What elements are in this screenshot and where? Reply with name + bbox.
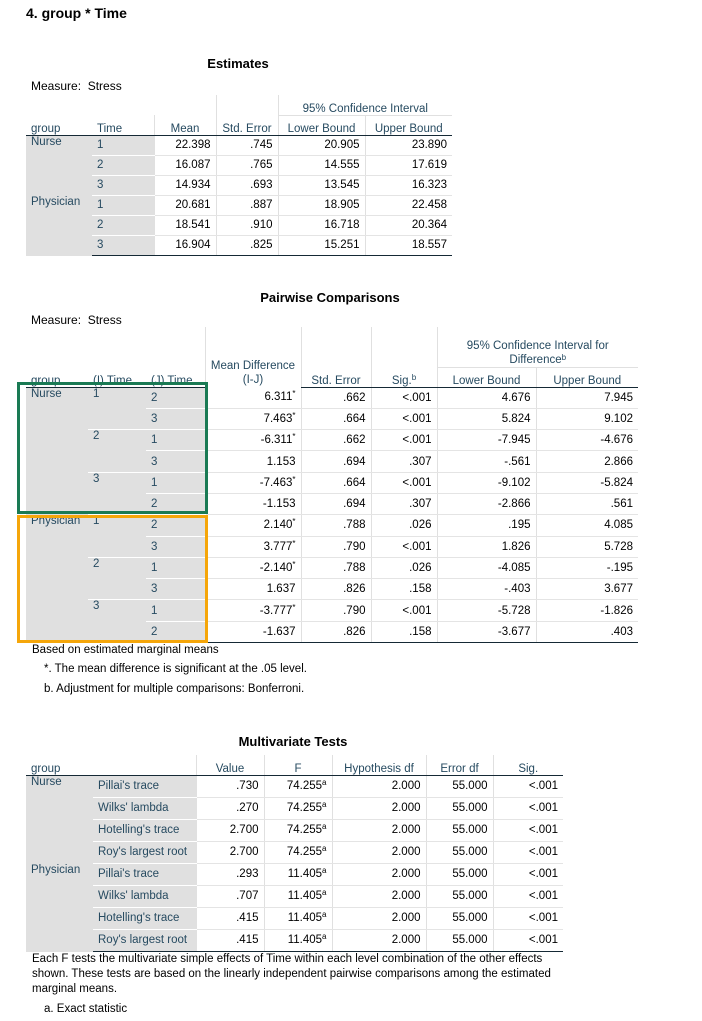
significance-mark: * bbox=[292, 517, 296, 527]
value-cell: .826 bbox=[301, 579, 371, 600]
value-cell: 2.000 bbox=[332, 775, 426, 797]
j-time-cell: 3 bbox=[146, 536, 205, 557]
value-cell: .826 bbox=[301, 621, 371, 642]
j-time-cell: 3 bbox=[146, 408, 205, 429]
mean-diff-value: 1.637 bbox=[266, 583, 296, 596]
value-cell: 55.000 bbox=[426, 819, 493, 841]
f-cell bbox=[264, 819, 332, 841]
col-header: group bbox=[26, 755, 93, 775]
table-row bbox=[26, 775, 563, 797]
value-cell: .403 bbox=[536, 621, 638, 642]
i-time-cell: 3 bbox=[88, 600, 146, 643]
significance-mark: * bbox=[292, 602, 296, 612]
value-cell: 55.000 bbox=[426, 929, 493, 951]
col-header: Hypothesis df bbox=[332, 755, 426, 775]
f-cell bbox=[264, 885, 332, 907]
value-cell: .195 bbox=[437, 515, 536, 536]
test-name-cell: Roy's largest root bbox=[93, 841, 196, 863]
value-cell: -3.677 bbox=[437, 621, 536, 642]
f-value: 74.255 bbox=[286, 846, 323, 858]
value-cell: 55.000 bbox=[426, 775, 493, 797]
value-cell: 7.945 bbox=[536, 387, 638, 408]
j-time-cell: 1 bbox=[146, 430, 205, 451]
time-cell: 3 bbox=[92, 175, 154, 195]
time-cell: 3 bbox=[92, 235, 154, 255]
table-row bbox=[26, 841, 563, 863]
mean-diff-cell bbox=[205, 557, 301, 578]
value-cell: .790 bbox=[301, 600, 371, 621]
value-cell: .790 bbox=[301, 536, 371, 557]
value-cell: 22.398 bbox=[154, 135, 216, 155]
j-time-cell: 2 bbox=[146, 493, 205, 514]
value-cell: <.001 bbox=[371, 536, 437, 557]
measure-value: Stress bbox=[87, 79, 122, 93]
value-cell: 4.676 bbox=[437, 387, 536, 408]
col-header: Upper Bound bbox=[536, 367, 638, 387]
value-cell: 16.087 bbox=[154, 155, 216, 175]
value-cell: .662 bbox=[301, 430, 371, 451]
value-cell: 2.000 bbox=[332, 929, 426, 951]
mean-diff-cell bbox=[205, 451, 301, 472]
table-row bbox=[26, 819, 563, 841]
test-name-cell: Pillai's trace bbox=[93, 775, 196, 797]
exact-statistic-mark: a bbox=[322, 844, 327, 853]
col-header: Error df bbox=[426, 755, 493, 775]
group-label: Physician bbox=[26, 515, 88, 643]
measure-label: Measure: bbox=[31, 79, 82, 93]
i-time-cell: 3 bbox=[88, 472, 146, 515]
significance-mark: * bbox=[292, 410, 296, 420]
value-cell: -4.676 bbox=[536, 430, 638, 451]
j-time-cell: 1 bbox=[146, 472, 205, 493]
value-cell: 2.000 bbox=[332, 819, 426, 841]
exact-statistic-mark: a bbox=[322, 822, 327, 831]
estimates-title: Estimates bbox=[207, 56, 269, 71]
test-name-cell: Pillai's trace bbox=[93, 863, 196, 885]
test-name-cell: Hotelling's trace bbox=[93, 819, 196, 841]
table-row bbox=[26, 135, 452, 155]
time-cell: 2 bbox=[92, 215, 154, 235]
test-name-cell: Wilks' lambda bbox=[93, 797, 196, 819]
value-cell: -9.102 bbox=[437, 472, 536, 493]
significance-mark: * bbox=[292, 389, 296, 399]
estimates-measure bbox=[31, 79, 122, 93]
f-value: 74.255 bbox=[286, 802, 323, 814]
mean-diff-value: 1.153 bbox=[266, 455, 296, 468]
pairwise-measure bbox=[31, 313, 122, 327]
value-cell: -5.728 bbox=[437, 600, 536, 621]
value-cell: 2.866 bbox=[536, 451, 638, 472]
value-cell: 16.323 bbox=[365, 175, 452, 195]
value-cell: 2.000 bbox=[332, 797, 426, 819]
value-cell: 2.000 bbox=[332, 841, 426, 863]
col-header: Std. Error bbox=[301, 367, 371, 387]
value-cell: 2.700 bbox=[196, 819, 264, 841]
value-cell: <.001 bbox=[371, 430, 437, 451]
value-cell: .745 bbox=[216, 135, 278, 155]
mean-diff-cell bbox=[205, 472, 301, 493]
estimates-ci-header: 95% Confidence Interval bbox=[278, 95, 452, 115]
value-cell: 13.545 bbox=[278, 175, 365, 195]
value-cell: .561 bbox=[536, 493, 638, 514]
value-cell: 55.000 bbox=[426, 797, 493, 819]
mean-diff-value: 2.140 bbox=[263, 519, 293, 532]
col-header bbox=[93, 755, 196, 775]
f-value: 74.255 bbox=[286, 824, 323, 836]
group-label: Nurse bbox=[26, 135, 92, 195]
value-cell: 3.677 bbox=[536, 579, 638, 600]
f-cell bbox=[264, 863, 332, 885]
mean-diff-value: -1.637 bbox=[262, 625, 296, 638]
value-cell: 1.826 bbox=[437, 536, 536, 557]
exact-statistic-mark: a bbox=[322, 888, 327, 897]
f-value: 11.405 bbox=[287, 934, 323, 946]
col-header: group bbox=[26, 367, 88, 387]
f-cell bbox=[264, 929, 332, 951]
value-cell: 22.458 bbox=[365, 195, 452, 215]
col-header: group bbox=[26, 115, 92, 135]
value-cell: .270 bbox=[196, 797, 264, 819]
value-cell: -.195 bbox=[536, 557, 638, 578]
value-cell: -7.945 bbox=[437, 430, 536, 451]
value-cell: 18.905 bbox=[278, 195, 365, 215]
col-header: Value bbox=[196, 755, 264, 775]
value-cell: .026 bbox=[371, 557, 437, 578]
multivariate-footnote-a: a. Exact statistic bbox=[44, 1003, 128, 1015]
value-cell: 4.085 bbox=[536, 515, 638, 536]
col-header: Mean Difference (I-J) bbox=[205, 327, 301, 387]
value-cell: .765 bbox=[216, 155, 278, 175]
time-cell: 2 bbox=[92, 155, 154, 175]
value-cell: .293 bbox=[196, 863, 264, 885]
value-cell: <.001 bbox=[371, 472, 437, 493]
mean-diff-cell bbox=[205, 600, 301, 621]
value-cell: .158 bbox=[371, 579, 437, 600]
col-header: Sig. bbox=[493, 755, 563, 775]
test-name-cell: Hotelling's trace bbox=[93, 907, 196, 929]
value-cell: .693 bbox=[216, 175, 278, 195]
nurse-highlight-box bbox=[17, 382, 208, 514]
value-cell: 9.102 bbox=[536, 408, 638, 429]
col-header: Lower Bound bbox=[437, 367, 536, 387]
value-cell: 2.700 bbox=[196, 841, 264, 863]
value-cell: -.403 bbox=[437, 579, 536, 600]
pairwise-footnote-2: *. The mean difference is significant at the .05 level. bbox=[44, 663, 307, 675]
value-cell: .664 bbox=[301, 408, 371, 429]
value-cell: 16.904 bbox=[154, 235, 216, 255]
f-cell bbox=[264, 841, 332, 863]
value-cell: -2.866 bbox=[437, 493, 536, 514]
time-cell: 1 bbox=[92, 135, 154, 155]
f-value: 11.405 bbox=[287, 868, 323, 880]
i-time-cell: 1 bbox=[88, 515, 146, 558]
mean-diff-value: 3.777 bbox=[263, 540, 293, 553]
f-cell bbox=[264, 775, 332, 797]
physician-highlight-box bbox=[17, 515, 208, 643]
value-cell: .707 bbox=[196, 885, 264, 907]
j-time-cell: 3 bbox=[146, 451, 205, 472]
significance-mark: * bbox=[292, 432, 296, 442]
value-cell: <.001 bbox=[493, 819, 563, 841]
value-cell: -4.085 bbox=[437, 557, 536, 578]
value-cell: .788 bbox=[301, 557, 371, 578]
estimates-table bbox=[26, 95, 452, 256]
value-cell: .887 bbox=[216, 195, 278, 215]
value-cell: <.001 bbox=[493, 907, 563, 929]
j-time-cell: 1 bbox=[146, 600, 205, 621]
col-header: Std. Error bbox=[216, 115, 278, 135]
exact-statistic-mark: a bbox=[322, 866, 327, 875]
measure-value: Stress bbox=[87, 313, 122, 327]
mean-diff-value: -2.140 bbox=[259, 562, 293, 575]
pairwise-title: Pairwise Comparisons bbox=[260, 290, 400, 305]
exact-statistic-mark: a bbox=[322, 800, 327, 809]
value-cell: 2.000 bbox=[332, 907, 426, 929]
value-cell: 17.619 bbox=[365, 155, 452, 175]
group-label: Nurse bbox=[26, 387, 88, 515]
pairwise-footnote-3: b. Adjustment for multiple comparisons: Bonferroni. bbox=[44, 683, 305, 695]
value-cell: <.001 bbox=[493, 775, 563, 797]
col-header: (J) Time bbox=[146, 367, 205, 387]
pairwise-ci-header: 95% Confidence Interval for Difference$^b$ bbox=[437, 327, 638, 367]
f-value: 11.405 bbox=[287, 890, 323, 902]
value-cell: <.001 bbox=[371, 600, 437, 621]
value-cell: 15.251 bbox=[278, 235, 365, 255]
col-header: Time bbox=[92, 115, 154, 135]
f-cell bbox=[264, 797, 332, 819]
mean-diff-cell bbox=[205, 536, 301, 557]
col-header: Upper Bound bbox=[365, 115, 452, 135]
value-cell: 5.824 bbox=[437, 408, 536, 429]
table-row bbox=[26, 797, 563, 819]
i-time-cell: 1 bbox=[88, 387, 146, 430]
test-name-cell: Roy's largest root bbox=[93, 929, 196, 951]
value-cell: 14.934 bbox=[154, 175, 216, 195]
value-cell: 55.000 bbox=[426, 841, 493, 863]
value-cell: .910 bbox=[216, 215, 278, 235]
value-cell: 18.541 bbox=[154, 215, 216, 235]
value-cell: 55.000 bbox=[426, 863, 493, 885]
value-cell: 23.890 bbox=[365, 135, 452, 155]
j-time-cell: 3 bbox=[146, 579, 205, 600]
mean-diff-value: -1.153 bbox=[262, 498, 296, 511]
mean-diff-value: -3.777 bbox=[259, 604, 293, 617]
mean-diff-cell bbox=[205, 408, 301, 429]
value-cell: -5.824 bbox=[536, 472, 638, 493]
col-header: Sig.$^b$ bbox=[371, 367, 437, 387]
value-cell: <.001 bbox=[493, 863, 563, 885]
mean-diff-value: -7.463 bbox=[259, 476, 293, 489]
mean-diff-cell bbox=[205, 430, 301, 451]
value-cell: .694 bbox=[301, 451, 371, 472]
mean-diff-cell bbox=[205, 493, 301, 514]
value-cell: .307 bbox=[371, 451, 437, 472]
value-cell: 16.718 bbox=[278, 215, 365, 235]
value-cell: .825 bbox=[216, 235, 278, 255]
value-cell: 55.000 bbox=[426, 885, 493, 907]
j-time-cell: 1 bbox=[146, 557, 205, 578]
value-cell: .788 bbox=[301, 515, 371, 536]
j-time-cell: 2 bbox=[146, 621, 205, 642]
f-value: 74.255 bbox=[286, 780, 323, 792]
value-cell: .307 bbox=[371, 493, 437, 514]
group-label: Physician bbox=[26, 195, 92, 255]
group-label: Nurse bbox=[26, 775, 93, 863]
value-cell: .730 bbox=[196, 775, 264, 797]
group-label: Physician bbox=[26, 863, 93, 951]
value-cell: <.001 bbox=[493, 841, 563, 863]
value-cell: 20.905 bbox=[278, 135, 365, 155]
value-cell: 14.555 bbox=[278, 155, 365, 175]
multivariate-table bbox=[26, 755, 563, 952]
value-cell: .415 bbox=[196, 907, 264, 929]
value-cell: .415 bbox=[196, 929, 264, 951]
time-cell: 1 bbox=[92, 195, 154, 215]
f-value: 11.405 bbox=[287, 912, 323, 924]
test-name-cell: Wilks' lambda bbox=[93, 885, 196, 907]
value-cell: 18.557 bbox=[365, 235, 452, 255]
table-row bbox=[26, 195, 452, 215]
mean-diff-cell bbox=[205, 579, 301, 600]
mean-diff-value: 7.463 bbox=[263, 412, 293, 425]
col-header: F bbox=[264, 755, 332, 775]
i-time-cell: 2 bbox=[88, 557, 146, 600]
value-cell: <.001 bbox=[493, 885, 563, 907]
exact-statistic-mark: a bbox=[322, 932, 327, 941]
value-cell: 20.681 bbox=[154, 195, 216, 215]
measure-label: Measure: bbox=[31, 313, 82, 327]
mean-diff-cell bbox=[205, 621, 301, 642]
col-header: (I) Time bbox=[88, 367, 146, 387]
value-cell: -.561 bbox=[437, 451, 536, 472]
value-cell: 2.000 bbox=[332, 863, 426, 885]
col-header: Lower Bound bbox=[278, 115, 365, 135]
value-cell: 5.728 bbox=[536, 536, 638, 557]
value-cell: 55.000 bbox=[426, 907, 493, 929]
value-cell: <.001 bbox=[371, 408, 437, 429]
value-cell: .026 bbox=[371, 515, 437, 536]
f-cell bbox=[264, 907, 332, 929]
i-time-cell: 2 bbox=[88, 430, 146, 473]
value-cell: .664 bbox=[301, 472, 371, 493]
table-row bbox=[26, 885, 563, 907]
table-row bbox=[26, 863, 563, 885]
j-time-cell: 2 bbox=[146, 387, 205, 408]
value-cell: .158 bbox=[371, 621, 437, 642]
significance-mark: * bbox=[292, 474, 296, 484]
multivariate-footnote: Each F tests the multivariate simple effects of Time within each level combination of the other effects shown. These tests are based on the linearly independent pairwise comparisons among the estimated marginal means. bbox=[32, 953, 551, 995]
j-time-cell: 2 bbox=[146, 515, 205, 536]
value-cell: 2.000 bbox=[332, 885, 426, 907]
mean-diff-cell bbox=[205, 515, 301, 536]
value-cell: .694 bbox=[301, 493, 371, 514]
value-cell: .662 bbox=[301, 387, 371, 408]
value-cell: -1.826 bbox=[536, 600, 638, 621]
multivariate-title: Multivariate Tests bbox=[238, 734, 348, 749]
value-cell: <.001 bbox=[371, 387, 437, 408]
table-row bbox=[26, 907, 563, 929]
mean-diff-cell bbox=[205, 387, 301, 408]
exact-statistic-mark: a bbox=[322, 778, 327, 787]
col-header: Mean bbox=[154, 115, 216, 135]
significance-mark: * bbox=[292, 538, 296, 548]
mean-diff-value: 6.311 bbox=[264, 391, 293, 404]
table-row bbox=[26, 929, 563, 951]
exact-statistic-mark: a bbox=[322, 910, 327, 919]
value-cell: 20.364 bbox=[365, 215, 452, 235]
value-cell: <.001 bbox=[493, 929, 563, 951]
significance-mark: * bbox=[292, 560, 296, 570]
section-title: 4. group * Time bbox=[26, 5, 127, 21]
value-cell: <.001 bbox=[493, 797, 563, 819]
mean-diff-value: -6.311 bbox=[260, 434, 293, 447]
pairwise-footnote-1: Based on estimated marginal means bbox=[32, 644, 219, 656]
